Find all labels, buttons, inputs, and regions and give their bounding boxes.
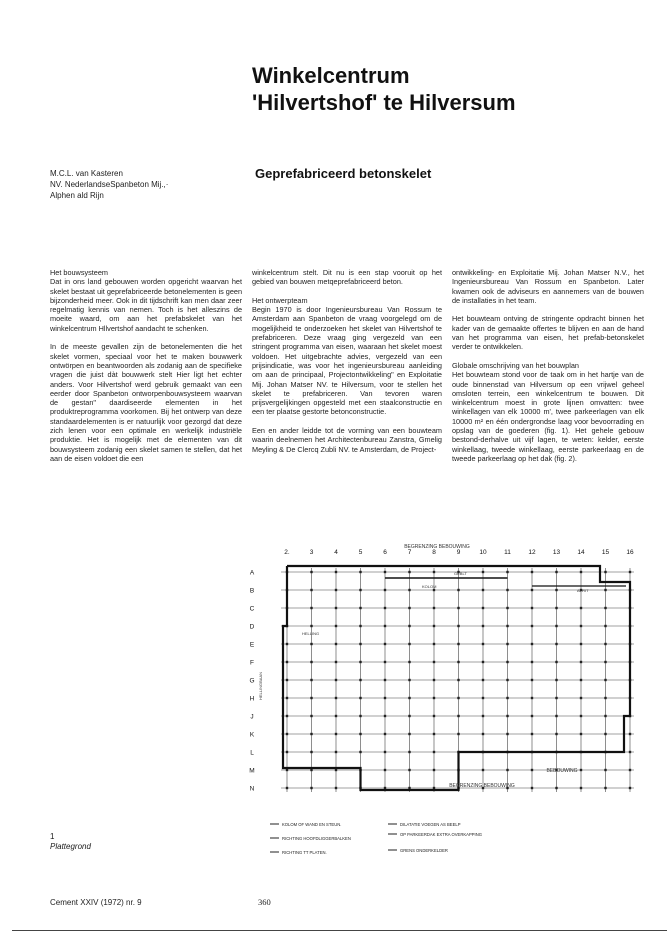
column-number: 12: [528, 549, 536, 556]
body-paragraph: winkelcentrum stelt. Dit nu is een stap vooruit op het gebied van bouwen metqeprefabriceerd beton.: [252, 268, 442, 287]
column-mark: [359, 733, 361, 735]
author-name: M.C.L. van Kasteren: [50, 169, 123, 178]
column-mark: [604, 589, 606, 591]
plan-top-note: BEGRENZING BEBOUWING: [404, 544, 470, 550]
column-mark: [580, 787, 582, 789]
plan-row-letters: [249, 570, 255, 793]
author-block: [50, 168, 240, 201]
column-mark: [629, 571, 631, 573]
legend-item: KOLOM OF WAND EN STEUN.: [282, 822, 342, 827]
column-mark: [335, 751, 337, 753]
column-mark: [482, 571, 484, 573]
column-mark: [580, 661, 582, 663]
section-heading: Het bouwsysteem: [50, 268, 108, 277]
column-mark: [433, 607, 435, 609]
column-mark: [359, 697, 361, 699]
column-mark: [335, 661, 337, 663]
column-mark: [531, 733, 533, 735]
column-mark: [604, 769, 606, 771]
column-mark: [580, 733, 582, 735]
row-letter: E: [249, 641, 255, 649]
column-mark: [310, 607, 312, 609]
column-mark: [286, 733, 288, 735]
column-mark: [629, 769, 631, 771]
column-mark: [482, 589, 484, 591]
column-mark: [384, 589, 386, 591]
article-subtitle: Geprefabriceerd betonskelet: [255, 166, 432, 181]
column-mark: [433, 751, 435, 753]
column-mark: [506, 625, 508, 627]
column-mark: [384, 697, 386, 699]
column-mark: [408, 697, 410, 699]
column-mark: [335, 715, 337, 717]
column-mark: [580, 625, 582, 627]
column-mark: [506, 571, 508, 573]
column-mark: [408, 733, 410, 735]
column-mark: [310, 715, 312, 717]
figure-caption: [50, 832, 91, 852]
column-mark: [482, 679, 484, 681]
column-mark: [384, 643, 386, 645]
column-mark: [580, 571, 582, 573]
column-mark: [482, 607, 484, 609]
column-number: 15: [601, 549, 610, 556]
plan-label-afrit: AFRIT: [577, 588, 589, 593]
column-mark: [286, 769, 288, 771]
column-number: 5: [358, 549, 363, 556]
column-mark: [555, 787, 557, 789]
column-mark: [286, 643, 288, 645]
column-mark: [359, 625, 361, 627]
column-mark: [506, 769, 508, 771]
row-letter: G: [249, 677, 255, 685]
column-mark: [310, 643, 312, 645]
column-mark: [359, 679, 361, 681]
column-mark: [531, 787, 533, 789]
column-mark: [482, 625, 484, 627]
column-mark: [580, 769, 582, 771]
column-mark: [335, 607, 337, 609]
author-location: Alphen ald Rijn: [50, 191, 104, 200]
author-affiliation: NV. NederlandseSpanbeton Mij.,·: [50, 180, 169, 189]
column-mark: [457, 661, 459, 663]
column-mark: [433, 571, 435, 573]
column-mark: [335, 643, 337, 645]
column-mark: [555, 607, 557, 609]
column-number: 6: [383, 549, 387, 556]
column-mark: [531, 715, 533, 717]
column-mark: [286, 679, 288, 681]
column-mark: [310, 571, 312, 573]
column-mark: [408, 589, 410, 591]
column-mark: [482, 769, 484, 771]
row-letter: F: [250, 659, 254, 667]
column-mark: [604, 787, 606, 789]
column-mark: [580, 679, 582, 681]
floor-plan-drawing: [232, 540, 642, 870]
column-mark: [384, 715, 386, 717]
section-heading: Het ontwerpteam: [252, 295, 308, 305]
column-mark: [555, 625, 557, 627]
column-mark: [310, 733, 312, 735]
column-number: 14: [577, 549, 585, 556]
outline-line: [283, 566, 630, 790]
plan-column-numbers: [284, 549, 634, 556]
column-mark: [506, 607, 508, 609]
column-mark: [604, 607, 606, 609]
column-mark: [384, 625, 386, 627]
text-column-2: [252, 268, 442, 463]
page-number: 360: [258, 897, 271, 907]
column-mark: [555, 643, 557, 645]
row-letter: B: [249, 587, 255, 595]
body-paragraph: ontwikkeling- en Exploitatie Mij. Johan Matser N.V., het Ingenieursbureau Van Rossum en Spanbeton. Later kwamen ook de adviseurs en aannemers van de bouwen de installaties in het team.: [452, 268, 644, 305]
journal-reference: Cement XXIV (1972) nr. 9: [50, 898, 142, 907]
plan-label-hellingbaan: HELLINGBAAN: [258, 671, 263, 700]
column-mark: [604, 679, 606, 681]
row-letter: L: [250, 749, 254, 757]
column-mark: [310, 769, 312, 771]
column-mark: [408, 679, 410, 681]
column-mark: [433, 787, 435, 789]
column-mark: [555, 715, 557, 717]
column-mark: [408, 607, 410, 609]
column-mark: [433, 625, 435, 627]
column-mark: [531, 589, 533, 591]
column-mark: [457, 715, 459, 717]
article-title: [252, 62, 652, 116]
column-mark: [482, 643, 484, 645]
body-paragraph: Het bouwteam stond voor de taak om in het hartje van de oude binnenstad van Hilversum op een vrijwel geheel omsloten terrein, een winkelcentrum te bouwen. Dit winkelcentrum moest in grote lijnen omvatten: twee winkellagen van elk 10000 m', twee parkeerlagen van elk 10000 m² en één ondergrondse laag voor bevoorrading en opslag van de goederen (fig. 1). Het gehele gebouw bestond-derhalve uit vijf lagen, te weten: kelder, eerste winkellaag, tweede winkellaag, eerste parkeerlaag en de tweede parkeerlaag op het dak (fig. 2).: [452, 370, 644, 463]
plan-bottom-note: BEGRENZING BEBOUWING: [449, 783, 515, 789]
column-mark: [286, 661, 288, 663]
column-mark: [433, 733, 435, 735]
column-mark: [408, 787, 410, 789]
column-mark: [604, 625, 606, 627]
column-number: 10: [479, 549, 487, 556]
column-mark: [384, 679, 386, 681]
column-mark: [335, 625, 337, 627]
column-mark: [629, 787, 631, 789]
column-mark: [335, 571, 337, 573]
column-number: 7: [407, 549, 412, 556]
column-mark: [604, 733, 606, 735]
legend-item: RICHTING TT PLATEN.: [282, 850, 327, 855]
plan-label-geblt: GEBLT: [454, 571, 467, 576]
column-mark: [286, 715, 288, 717]
column-mark: [310, 661, 312, 663]
plan-label-helling: HELLING: [302, 631, 320, 636]
legend-item: OP PARKEERDAK EXTRA OVERKAPPING: [400, 832, 482, 837]
column-mark: [335, 769, 337, 771]
column-mark: [580, 643, 582, 645]
column-mark: [457, 589, 459, 591]
column-mark: [457, 643, 459, 645]
column-mark: [310, 589, 312, 591]
column-mark: [384, 787, 386, 789]
column-mark: [384, 733, 386, 735]
column-mark: [580, 697, 582, 699]
column-mark: [555, 733, 557, 735]
column-mark: [555, 697, 557, 699]
legend-item: DILATATIE VOEGEN AS BEELP: [400, 822, 461, 827]
column-mark: [384, 571, 386, 573]
column-mark: [506, 643, 508, 645]
column-mark: [310, 679, 312, 681]
column-mark: [531, 769, 533, 771]
column-mark: [433, 715, 435, 717]
column-mark: [359, 607, 361, 609]
column-mark: [433, 589, 435, 591]
column-mark: [384, 607, 386, 609]
column-mark: [506, 733, 508, 735]
row-letter: C: [249, 605, 255, 613]
column-mark: [506, 697, 508, 699]
title-line-2: 'Hilvertshof' te Hilversum: [252, 90, 516, 115]
column-mark: [482, 715, 484, 717]
row-letter: A: [249, 569, 255, 577]
column-mark: [310, 751, 312, 753]
column-mark: [555, 679, 557, 681]
column-mark: [506, 589, 508, 591]
row-letter: H: [249, 695, 255, 703]
column-mark: [506, 679, 508, 681]
column-mark: [408, 643, 410, 645]
body-paragraph: Het bouwteam ontving de stringente opdracht binnen het kader van de gemaakte offertes te blijven en aan de hand van het programma van eisen, het prefab-betonskelet verder te ontwikkelen.: [452, 314, 644, 352]
plan-label-kolom: KOLOM: [422, 584, 437, 589]
column-number: 9: [456, 549, 461, 556]
column-mark: [531, 607, 533, 609]
column-mark: [310, 787, 312, 789]
footer-rule: [12, 930, 667, 931]
figure-number: 1: [50, 832, 55, 841]
plan-building-outline: [283, 566, 630, 790]
text-column-1: [50, 268, 242, 473]
column-mark: [482, 733, 484, 735]
column-mark: [335, 679, 337, 681]
column-mark: [310, 697, 312, 699]
legend-item: RICHTING HOOFDLIGGERBALKEN: [282, 836, 351, 841]
row-letter: N: [249, 785, 255, 793]
column-mark: [531, 679, 533, 681]
column-mark: [531, 625, 533, 627]
body-paragraph: In de meeste gevallen zijn de betonelementen die het skelet vormen, speciaal voor het te maken bouwwerk ontwörpen en beantwoorden als zodanig aan de specifieke vragen die juist dàt bouwwerk stelt Hier ligt het echter anders. Voor Hilvertshof werd gebruik gemaakt van een eerder door Spanbeton ontworpenbouwsysteem waarvan de gestan" daardiseerde elementen in het produktreprogramma voorkomen. Bij het ontwerp van deze standaardelementen is er natuurlijk voor gezorgd dat deze zich lenen voor een optimale en werkelijk industriële produktie. Het is mogelijk met de elementen van dit bouwsysteem zodanig een skelet samen te stellen, dat het aan de eisen voldoet die een: [50, 342, 242, 463]
column-mark: [580, 607, 582, 609]
column-mark: [604, 661, 606, 663]
column-mark: [359, 715, 361, 717]
column-mark: [359, 751, 361, 753]
column-mark: [604, 571, 606, 573]
column-mark: [335, 733, 337, 735]
column-mark: [457, 607, 459, 609]
column-mark: [555, 661, 557, 663]
column-mark: [335, 697, 337, 699]
text-column-3: [452, 268, 644, 473]
column-number: 3: [309, 549, 314, 556]
column-mark: [384, 751, 386, 753]
column-mark: [531, 661, 533, 663]
column-mark: [457, 679, 459, 681]
section-heading: Globale omschrijving van het bouwplan: [452, 360, 579, 370]
column-mark: [433, 769, 435, 771]
column-mark: [359, 589, 361, 591]
column-mark: [433, 643, 435, 645]
column-number: 11: [504, 549, 511, 556]
column-mark: [482, 697, 484, 699]
column-mark: [531, 697, 533, 699]
column-mark: [335, 787, 337, 789]
column-mark: [408, 661, 410, 663]
column-mark: [604, 643, 606, 645]
column-mark: [555, 571, 557, 573]
column-mark: [408, 769, 410, 771]
column-mark: [506, 661, 508, 663]
column-number: 4: [334, 549, 338, 556]
column-mark: [604, 697, 606, 699]
plan-side-note: BEBOUWING: [546, 768, 578, 774]
column-mark: [433, 679, 435, 681]
body-paragraph: Dat in ons land gebouwen worden opgericht waarvan het skelet bestaat uit geprefabriceerde betonelementen is geen bijzonderheid meer. Ook in dit tijdschrift kan men daar zeer regelmatig kennis van nemen. Toch is het alleszins de moeite waard, om aan het prefabskelet van het winkelcentrum Hllvertshof aandacht te schenken.: [50, 277, 242, 333]
column-mark: [604, 715, 606, 717]
column-mark: [359, 643, 361, 645]
column-mark: [457, 733, 459, 735]
column-number: 13: [552, 549, 561, 556]
column-mark: [555, 589, 557, 591]
column-mark: [433, 697, 435, 699]
column-mark: [629, 733, 631, 735]
row-letter: D: [249, 623, 255, 631]
column-mark: [359, 661, 361, 663]
row-letter: M: [249, 767, 255, 775]
column-mark: [433, 661, 435, 663]
row-letter: K: [249, 731, 255, 739]
figure-label: Plattegrond: [50, 842, 91, 851]
column-mark: [629, 751, 631, 753]
legend-item: GRENS ONDERKELDER: [400, 848, 448, 853]
column-mark: [286, 787, 288, 789]
body-paragraph: Begin 1970 is door Ingenieursbureau Van Rossum te Amsterdam aan Spanbeton de vraag voorgelegd om de mogelijkheid te onderzoeken het skelet van Hilvertshof te prefabriceren. Deze vraag ging vergezeld van een stringent programma van eisen, waaraan het skelet moest voldoen. Het uitgebrachte advies, vergezeld van een prijsindicatie, was voor het ingenieursbureau aanleiding om aan de principaal, Projectontwikkeling" en Exploitatie Mij. Johan Matser NV. te Hilversum, voor te stellen het skelet te prefabriceren. Van tevoren waren prijsvergelijkingen opgesteld met een staalconstructie en een ter plaatse gestorte betonconstructie.: [252, 305, 442, 417]
plan-legend: [270, 822, 482, 855]
column-mark: [531, 571, 533, 573]
column-mark: [408, 571, 410, 573]
column-mark: [286, 751, 288, 753]
column-mark: [580, 715, 582, 717]
column-mark: [408, 625, 410, 627]
column-mark: [384, 769, 386, 771]
column-mark: [457, 625, 459, 627]
column-mark: [286, 697, 288, 699]
body-paragraph: Een en ander leidde tot de vorming van een bouwteam waarin deelnemen het Architectenbureau Zanstra, Gmelig Meyling & De Clercq Zubli NV. te Amsterdam, de Project-: [252, 426, 442, 454]
column-mark: [408, 751, 410, 753]
column-mark: [335, 589, 337, 591]
column-mark: [457, 697, 459, 699]
column-number: 8: [432, 549, 436, 556]
column-number: 16: [626, 549, 634, 556]
title-line-1: Winkelcentrum: [252, 63, 410, 88]
column-mark: [408, 715, 410, 717]
column-mark: [531, 643, 533, 645]
column-number: 2.: [284, 549, 290, 556]
row-letter: J: [250, 713, 254, 721]
column-mark: [384, 661, 386, 663]
column-mark: [359, 571, 361, 573]
column-mark: [506, 715, 508, 717]
column-mark: [482, 661, 484, 663]
column-mark: [310, 625, 312, 627]
